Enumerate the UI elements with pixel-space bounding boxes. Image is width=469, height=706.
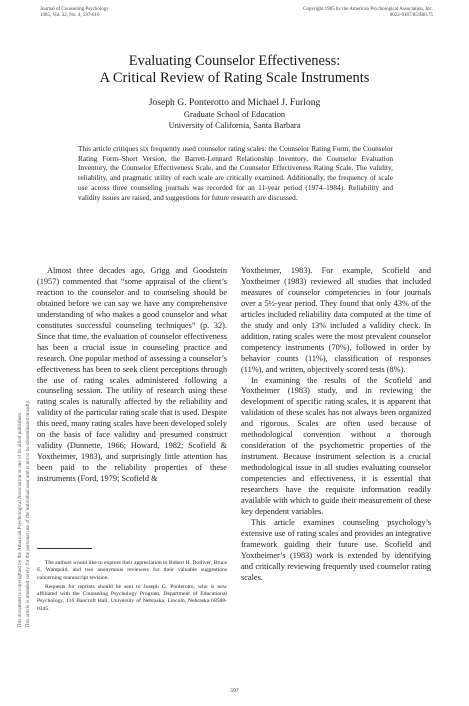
article-title xyxy=(0,53,469,87)
affiliation-university: University of California, Santa Barbara xyxy=(168,120,301,130)
copyright-header xyxy=(303,7,433,19)
body-paragraph: This article examines counseling psychology’s extensive use of rating scales and provides an integrative framework guiding their future use. Scofield and Yoxtheimer’s (1983) work is extended by identifying and critically reviewing frequently used counselor rating scales. xyxy=(241,517,431,582)
body-paragraph: Yoxtheimer, 1983). For example, Scofield and Yoxtheimer (1983) reviewed all studies that included measures of counselor competencies in four journals over a 5½-year period. They found that only 43% of the articles included reliability data computed at the time of the study and only 13% included a validity check. In addition, rating scales were the most prevalent counselor competency instruments (70%), followed in order by behavior counts (11%), classification of responses (11%), and written, objectively scored tests (8%). xyxy=(241,266,431,374)
abstract: This article critiques six frequently used counselor rating scales: the Counselor Rating Form, the Counselor Rating Form–Short Version, the Barrett-Lennard Relationship Inventory, the Counselor Evaluation Inventory, the Counselor Effectiveness Scale, and the Counselor Effectiveness Rating Scale. The validity, reliability, and pragmatic utility of each scale are critically examined. Additionally, the frequency of scale use across three counseling journals was recorded for an 11-year period (1974–1984). Reliability and validity issues are raised, and suggestions for future research are discussed. xyxy=(78,144,393,202)
author-affiliation xyxy=(0,110,469,132)
body-paragraph: In examining the results of the Scofield and Yoxtheimer (1983) study, and in reviewing the development of specific rating scales, it is apparent that validation of these scales has not always been organized and rigorous. Scales are often used because of methodological convention without a thorough consideration of the psychometric properties of the instrument. Because instrument selection is a crucial methodological issue in all studies evaluating counselor competencies and effectiveness, it is essential that researchers have the requisite information readily available with which to guide their measurement of these key dependent variables. xyxy=(241,375,431,516)
copyright-notice-vertical-2: This article is intended solely for the personal use of the individual user and is not to be disseminated broadly. xyxy=(25,399,31,628)
footnote-divider xyxy=(37,548,92,549)
title-line-1: Evaluating Counselor Effectiveness: xyxy=(128,53,341,69)
journal-volume: 1985, Vol. 32, No. 4, 597-616 xyxy=(40,13,100,18)
page-number: 597 xyxy=(230,688,239,694)
journal-header xyxy=(40,7,109,19)
body-paragraph: Almost three decades ago, Grigg and Goodstein (1957) commented that “some appraisal of the client’s reaction to the counselor and to counseling should be obtained before we can say we have any comprehensive understanding of who makes a good counselor and what constitutes successful counseling techniques” (p. 32). Since that time, the evaluation of counselor effectiveness has been a crucial issue in counseling practice and research. One popular method of assessing a counselor’s effectiveness has been to seek client perceptions through the use of rating scales administered following a counseling session. The utility of research using these rating scales is naturally affected by the reliability and validity of the particular rating scale that is used. Despite this need, many rating scales have been developed solely on the basis of face validity and presumed construct validity (Dunnette, 1966; Howard, 1982; Scofield & Yoxtheimer, 1983), and surprisingly little attention has been paid to the reliability properties of these instruments (Ford, 1979; Scofield & xyxy=(37,266,227,484)
footnote-acknowledgment: The authors would like to express their appreciation to Robert H. Dolliver, Bruce E. Wampold, and two anonymous reviewers for their valuable suggestions concerning manuscript revision. xyxy=(37,560,227,581)
affiliation-school: Graduate School of Education xyxy=(183,110,286,119)
title-line-2: A Critical Review of Rating Scale Instruments xyxy=(99,70,370,86)
journal-name: Journal of Counseling Psychology xyxy=(40,7,109,12)
issn-line: 0022-0167/85/$00.75 xyxy=(389,13,433,18)
body-column-right xyxy=(241,266,431,584)
copyright-line: Copyright 1985 by the American Psychological Association, Inc. xyxy=(303,7,433,12)
author-names: Joseph G. Ponterotto and Michael J. Furlong xyxy=(148,97,321,108)
footnote-reprint-requests: Requests for reprints should be sent to Joseph G. Ponterotto, who is now affiliated with the Counseling Psychology Program, Department of Educational Psychology, 116 Bancroft Hall, University of Nebraska, Lincoln, Nebraska 68588-0345. xyxy=(37,583,227,612)
copyright-notice-vertical-1: This document is copyrighted by the American Psychological Association or one of its allied publishers. xyxy=(17,411,23,628)
body-column-left xyxy=(37,266,227,485)
footnotes xyxy=(37,560,227,615)
